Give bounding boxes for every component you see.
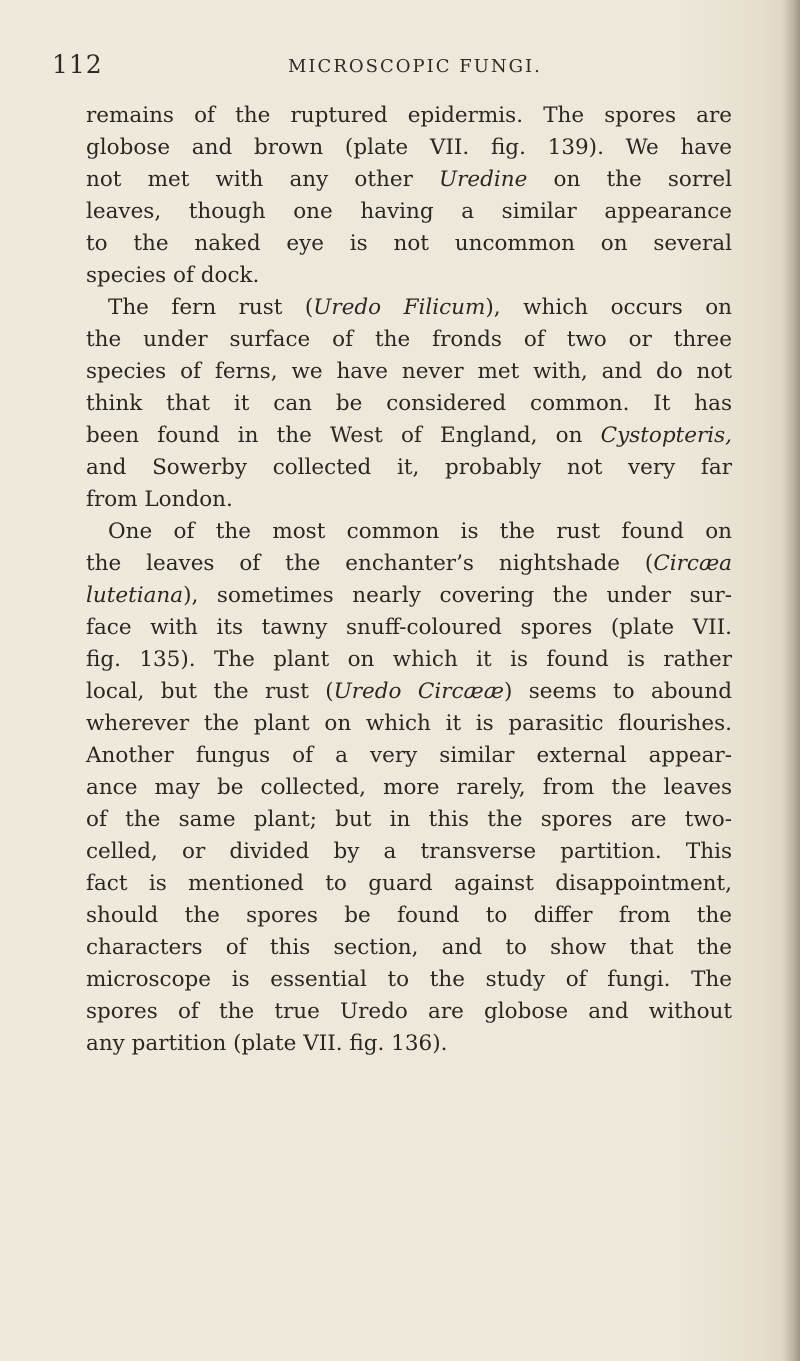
italic-term: lutetiana bbox=[86, 583, 184, 608]
text-line: face with its tawny snuff-coloured spores (plate VII. bbox=[86, 615, 732, 640]
italic-term: Circæa bbox=[653, 551, 732, 576]
italic-term: Uredo Circææ bbox=[333, 679, 504, 704]
page-number: 112 bbox=[52, 50, 103, 79]
text-line: wherever the plant on which it is parasitic flourishes. bbox=[86, 711, 732, 736]
paragraph-start-line: One of the most common is the rust found on bbox=[108, 519, 732, 544]
italic-term: Cystopteris, bbox=[600, 423, 732, 448]
text-line: Another fungus of a very similar external appear- bbox=[86, 743, 732, 768]
text-line: spores of the true Uredo are globose and without bbox=[86, 999, 732, 1024]
text-line: think that it can be considered common. It has bbox=[86, 391, 732, 416]
paragraph-start-line: The fern rust (Uredo Filicum), which occurs on bbox=[108, 295, 733, 320]
text-line: remains of the ruptured epidermis. The spores are bbox=[86, 103, 732, 128]
text-line: of the same plant; but in this the spores are two- bbox=[86, 807, 732, 832]
text-line: the leaves of the enchanter’s nightshade (Circæa bbox=[86, 551, 732, 576]
text-line: lutetiana), sometimes nearly covering the under sur- bbox=[86, 583, 732, 608]
text-line: the under surface of the fronds of two or three bbox=[86, 327, 732, 352]
text-line: any partition (plate VII. fig. 136). bbox=[86, 1031, 448, 1056]
text-line: species of ferns, we have never met with, and do not bbox=[86, 359, 732, 384]
text-line: fig. 135). The plant on which it is found is rather bbox=[86, 647, 732, 672]
text-line: and Sowerby collected it, probably not very far bbox=[86, 455, 732, 480]
text-line: not met with any other Uredine on the sorrel bbox=[86, 167, 732, 192]
text-line: from London. bbox=[86, 487, 233, 512]
body-text bbox=[86, 100, 732, 1060]
text-line: species of dock. bbox=[86, 263, 260, 288]
text-line: globose and brown (plate VII. fig. 139). We have bbox=[86, 135, 732, 160]
italic-term: Uredine bbox=[439, 167, 528, 192]
text-line: should the spores be found to differ from the bbox=[86, 903, 732, 928]
text-line: leaves, though one having a similar appearance bbox=[86, 199, 732, 224]
text-line: celled, or divided by a transverse partition. This bbox=[86, 839, 732, 864]
text-line: microscope is essential to the study of fungi. The bbox=[86, 967, 732, 992]
italic-term: Uredo Filicum bbox=[313, 295, 486, 320]
text-line: been found in the West of England, on Cystopteris, bbox=[86, 423, 732, 448]
page-edge-shadow bbox=[782, 0, 800, 1361]
text-line: fact is mentioned to guard against disappointment, bbox=[86, 871, 732, 896]
text-line: to the naked eye is not uncommon on several bbox=[86, 231, 732, 256]
text-line: ance may be collected, more rarely, from the leaves bbox=[86, 775, 732, 800]
running-title: MICROSCOPIC FUNGI. bbox=[288, 56, 542, 77]
text-line: characters of this section, and to show that the bbox=[86, 935, 732, 960]
text-line: local, but the rust (Uredo Circææ) seems to abound bbox=[86, 679, 732, 704]
